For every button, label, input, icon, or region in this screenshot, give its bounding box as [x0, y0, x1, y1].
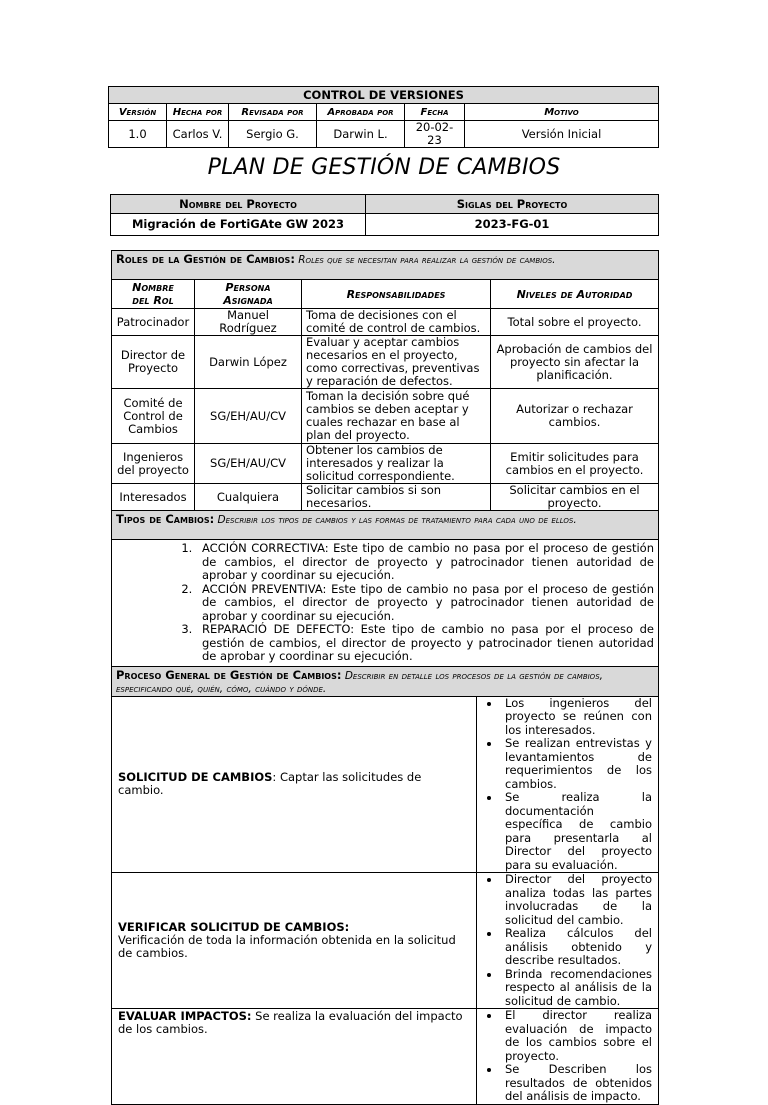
role-responsibility: Toma de decisiones con el comité de control de cambios. [302, 309, 491, 336]
change-types-list [116, 542, 654, 664]
process-subheading: Describir en detalle los procesos de la gestión de cambios, especificando qué, quién, cómo, cuándo y dónde. [116, 669, 603, 695]
col-reviewed-by: Revisada por [229, 104, 317, 121]
process-step-bullets [477, 1009, 659, 1105]
col-assigned-person [195, 280, 302, 309]
reason-cell: Versión Inicial [465, 121, 659, 148]
role-authority: Solicitar cambios en el proyecto. [491, 484, 659, 511]
main-table [111, 250, 659, 1105]
role-authority: Aprobación de cambios del proyecto sin afectar la planificación. [491, 336, 659, 389]
role-person: Darwin López [195, 336, 302, 389]
process-step-bullets [477, 873, 659, 1009]
role-name: Patrocinador [112, 309, 195, 336]
col-date: Fecha [405, 104, 465, 121]
col-responsibilities: Responsabilidades [302, 280, 491, 309]
role-authority: Emitir solicitudes para cambios en el proyecto. [491, 444, 659, 484]
process-step-desc: Se realiza la evaluación del impacto de los cambios. [118, 1009, 463, 1036]
table-row [112, 336, 659, 389]
process-step [112, 1009, 659, 1105]
list-item: • Se realiza la documentación específica de cambio para presentarla al Director del proyecto para su evaluación. [501, 791, 652, 872]
role-name: Ingenieros del proyecto [112, 444, 195, 484]
table-row [112, 484, 659, 511]
types-list-cell [112, 540, 659, 667]
col-assigned-person-line1: Persona [225, 281, 271, 294]
date-cell: 20-02-23 [405, 121, 465, 148]
process-step [112, 873, 659, 1009]
role-person: Cualquiera [195, 484, 302, 511]
roles-subheading: Roles que se necesitan para realizar la gestión de cambios. [298, 254, 556, 266]
col-authority-levels: Niveles de Autoridad [491, 280, 659, 309]
role-responsibility: Obtener los cambios de interesados y realizar la solicitud correspondiente. [302, 444, 491, 484]
col-role-name-line2: del Rol [132, 294, 174, 307]
list-item: • El director realiza evaluación de impacto de los cambios sobre el proyecto. [501, 1009, 652, 1063]
process-step-label [112, 873, 477, 1009]
process-step-desc: Captar las solicitudes de cambio. [118, 770, 422, 798]
types-subheading: Describir los tipos de cambios y las formas de tratamiento para cada uno de ellos. [217, 514, 577, 526]
col-assigned-person-line2: Asignada [223, 294, 273, 307]
role-responsibility: Toman la decisión sobre qué cambios se deben aceptar y cuales rechazar en base al plan del proyecto. [302, 389, 491, 444]
role-person: Manuel Rodríguez [195, 309, 302, 336]
role-authority: Autorizar o rechazar cambios. [491, 389, 659, 444]
roles-heading: Roles de la Gestión de Cambios: [116, 252, 295, 266]
role-person: SG/EH/AU/CV [195, 389, 302, 444]
list-item: 2. ACCIÓN PREVENTIVA: Este tipo de cambio no pasa por el proceso de gestión de cambios, el director de proyecto y patrocinador tienen autoridad de aprobar y coordinar su ejecución. [196, 583, 654, 624]
process-section-header [112, 666, 659, 696]
reviewed-by-cell: Sergio G. [229, 121, 317, 148]
role-responsibility: Evaluar y aceptar cambios necesarios en el proyecto, como correctivas, preventivas y reparación de defectos. [302, 336, 491, 389]
col-role-name-line1: Nombre [132, 281, 174, 294]
col-made-by: Hecha por [167, 104, 229, 121]
table-row [112, 444, 659, 484]
role-authority: Total sobre el proyecto. [491, 309, 659, 336]
process-step [112, 696, 659, 873]
project-code: 2023-FG-01 [366, 214, 659, 236]
role-name: Interesados [112, 484, 195, 511]
process-step-bullets [477, 696, 659, 873]
col-role-name [112, 280, 195, 309]
table-row [112, 309, 659, 336]
roles-section-header [112, 251, 659, 280]
version-table-title: CONTROL DE VERSIONES [109, 87, 659, 104]
role-responsibility: Solicitar cambios si son necesarios. [302, 484, 491, 511]
list-item: • Director del proyecto analiza todas las partes involucradas de la solicitud del cambio. [501, 873, 652, 927]
role-name: Comité de Control de Cambios [112, 389, 195, 444]
version-control-table [108, 86, 659, 148]
process-step-desc: Verificación de toda la información obtenida en la solicitud de cambios. [118, 933, 456, 960]
table-row [112, 389, 659, 444]
process-step-title: VERIFICAR SOLICITUD DE CAMBIOS: [118, 920, 350, 934]
process-step-title: EVALUAR IMPACTOS: [118, 1009, 252, 1023]
list-item: • Realiza cálculos del análisis obtenido y describe resultados. [501, 927, 652, 968]
col-version: Versión [109, 104, 167, 121]
version-cell: 1.0 [109, 121, 167, 148]
page-title: PLAN DE GESTIÓN DE CAMBIOS [207, 155, 561, 180]
col-reason: Motivo [465, 104, 659, 121]
process-heading: Proceso General de Gestión de Cambios: [116, 667, 342, 682]
project-name: Migración de FortiGAte GW 2023 [111, 214, 366, 236]
types-section-header [112, 511, 659, 540]
project-table [110, 194, 659, 236]
process-step-title: SOLICITUD DE CAMBIOS [118, 770, 273, 785]
process-step-label [112, 1009, 477, 1105]
made-by-cell: Carlos V. [167, 121, 229, 148]
list-item: • Brinda recomendaciones respecto al análisis de la solicitud de cambio. [501, 968, 652, 1009]
role-person: SG/EH/AU/CV [195, 444, 302, 484]
list-item: • Se Describen los resultados de obtenidos del análisis de impacto. [501, 1063, 652, 1104]
list-item: • Los ingenieros del proyecto se reúnen con los interesados. [501, 697, 652, 738]
project-code-label: Siglas del Proyecto [366, 195, 659, 214]
types-heading: Tipos de Cambios: [116, 512, 215, 526]
col-approved-by: Aprobada por [317, 104, 405, 121]
role-name: Director de Proyecto [112, 336, 195, 389]
list-item: • Se realizan entrevistas y levantamientos de requerimientos de los cambios. [501, 737, 652, 791]
list-item: 1. ACCIÓN CORRECTIVA: Este tipo de cambio no pasa por el proceso de gestión de cambios, el director de proyecto y patrocinador tienen autoridad de aprobar y coordinar su ejecución. [196, 542, 654, 583]
project-name-label: Nombre del Proyecto [111, 195, 366, 214]
approved-by-cell: Darwin L. [317, 121, 405, 148]
list-item: 3. REPARACIÓ DE DEFECTO: Este tipo de cambio no pasa por el proceso de gestión de cambios, el director de proyecto y patrocinador tienen autoridad de aprobar y coordinar su ejecución. [196, 623, 654, 664]
process-step-label: SOLICITUD DE CAMBIOS: Captar las solicitudes de cambio. [112, 696, 477, 873]
